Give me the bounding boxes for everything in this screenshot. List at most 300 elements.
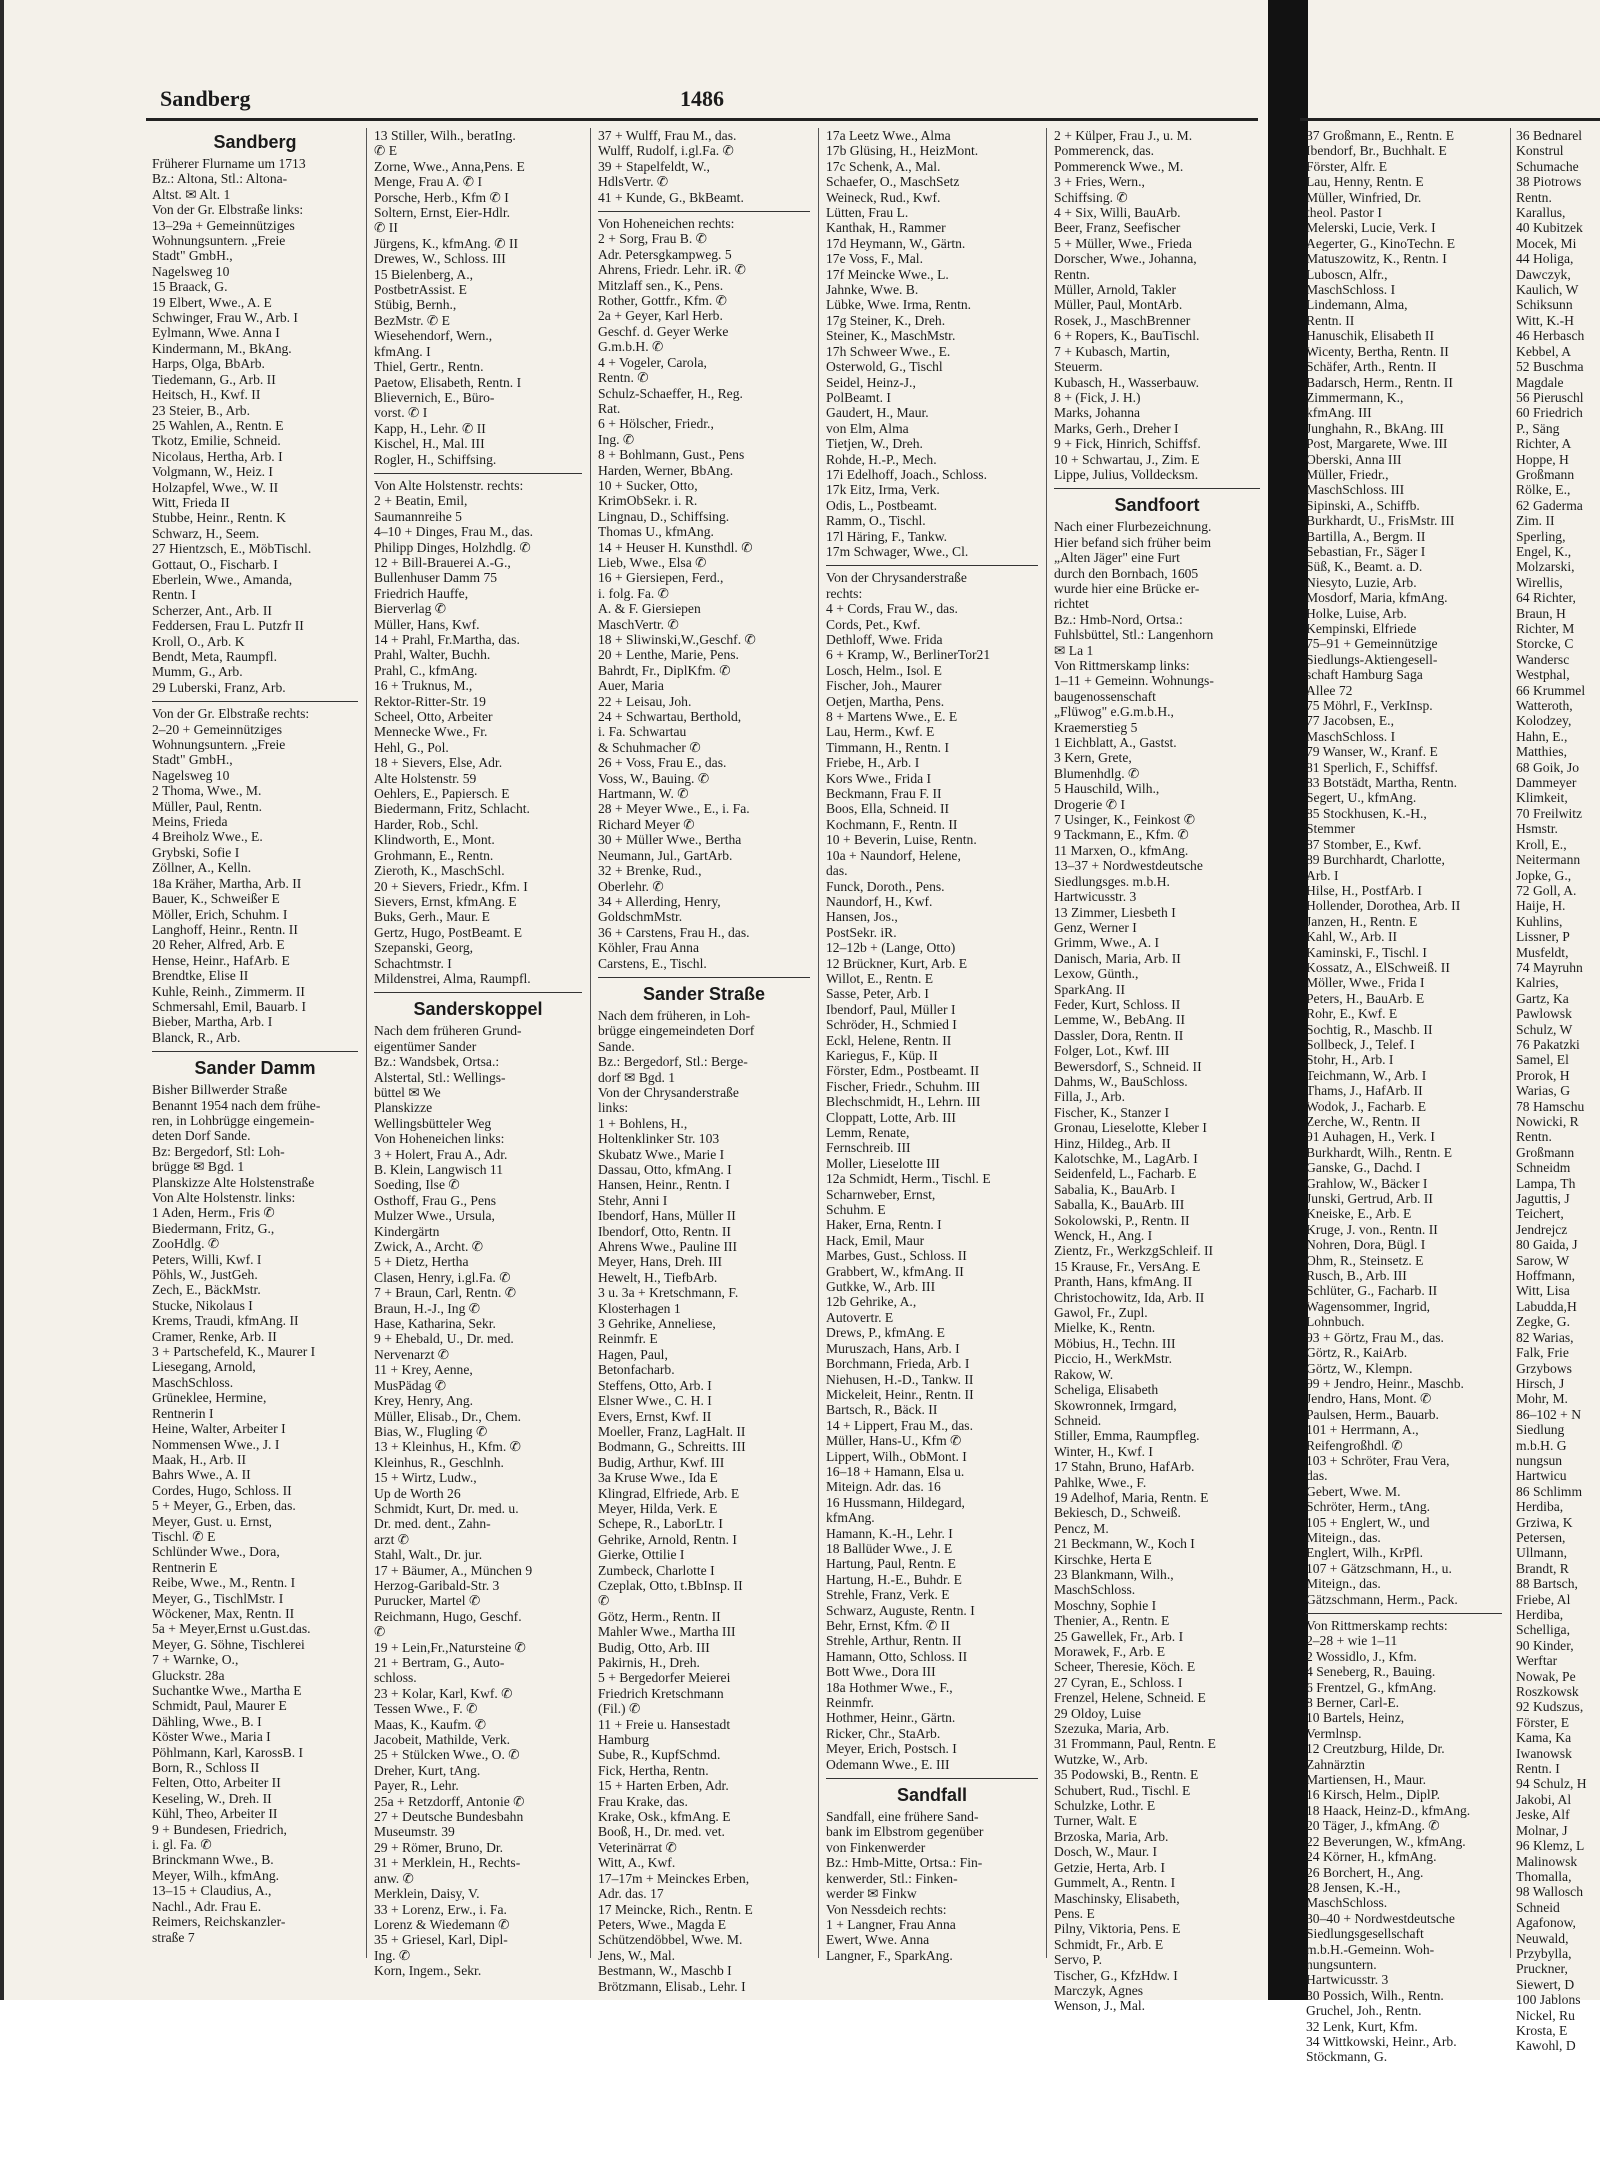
directory-line: Kors Wwe., Frida I: [826, 770, 932, 786]
directory-line: Kraemerstieg 5: [1054, 719, 1138, 735]
directory-line: Iwanowsk: [1516, 1745, 1572, 1761]
directory-line: Wutzke, W., Arb.: [1054, 1751, 1148, 1767]
directory-line: Neuwald,: [1516, 1930, 1569, 1946]
directory-line: Stöckmann, G.: [1306, 2049, 1388, 2065]
directory-line: Haije, H.: [1516, 898, 1566, 914]
directory-line: Mitzlaff sen., K., Pens.: [598, 277, 724, 293]
directory-line: Klimkeit,: [1516, 790, 1568, 806]
directory-line: Steffens, Otto, Arb. I: [598, 1377, 712, 1393]
directory-line: Harps, Olga, BbArb.: [152, 356, 265, 372]
column-divider: [1510, 128, 1511, 1958]
directory-line: deten Dorf Sande.: [152, 1128, 251, 1144]
directory-line: 17 Stahn, Bruno, HafArb.: [1054, 1459, 1195, 1475]
directory-line: 14 + Lippert, Frau M., das.: [826, 1417, 973, 1433]
directory-line: Scheliga, Elisabeth: [1054, 1382, 1159, 1398]
directory-line: Fernschreib. III: [826, 1140, 911, 1156]
directory-line: 25a + Retzdorff, Antonie ✆: [374, 1793, 525, 1809]
directory-line: Wirellis,: [1516, 574, 1563, 590]
directory-line: Grimm, Wwe., A. I: [1054, 935, 1160, 951]
directory-line: Kirschke, Herta E: [1054, 1551, 1152, 1567]
directory-line: Evers, Ernst, Kwf. II: [598, 1408, 712, 1424]
directory-line: links:: [598, 1100, 629, 1116]
directory-line: 3 Kern, Grete,: [1054, 750, 1132, 766]
directory-line: Konstrul: [1516, 143, 1564, 159]
directory-line: Planskizze: [374, 1100, 433, 1116]
directory-line: Rohde, H.-P., Mech.: [826, 451, 937, 467]
directory-line: Felten, Otto, Arbeiter II: [152, 1775, 281, 1791]
directory-line: Jens, W., Mal.: [598, 1947, 676, 1963]
directory-line: Winter, H., Kwf. I: [1054, 1443, 1153, 1459]
directory-line: Autovertr. E: [826, 1309, 894, 1325]
directory-line: 9 Tackmann, E., Kfm. ✆: [1054, 827, 1189, 843]
directory-line: Jendrejcz: [1516, 1221, 1568, 1237]
directory-line: 16 + Giersiepen, Ferd.,: [598, 570, 724, 586]
directory-line: Losch, Helm., Isol. E: [826, 662, 942, 678]
directory-line: Teichmann, W., Arb. I: [1306, 1067, 1427, 1083]
directory-line: Von der Chrysanderstraße: [826, 570, 967, 586]
directory-line: straße 7: [152, 1929, 195, 1945]
directory-line: Gruchel, Joh., Rentn.: [1306, 2003, 1422, 2019]
directory-line: Herdiba,: [1516, 1607, 1564, 1622]
directory-line: Lippert, Wilh., ObMont. I: [826, 1448, 967, 1464]
directory-line: Dahms, W., BauSchloss.: [1054, 1073, 1188, 1089]
directory-line: 17b Glüsing, H., HeizMont.: [826, 143, 979, 159]
directory-line: ZooHdlg. ✆: [152, 1236, 220, 1252]
directory-line: Servo, P.: [1054, 1952, 1102, 1968]
directory-line: 19 Adelhof, Maria, Rentn. E: [1054, 1489, 1209, 1505]
directory-line: 17h Schweer Wwe., E.: [826, 343, 951, 359]
directory-line: Jopke, G.,: [1516, 867, 1572, 883]
directory-line: 7 + Kubasch, Martin,: [1054, 343, 1171, 359]
directory-line: Siedlungsges. m.b.H.: [1054, 873, 1170, 889]
directory-line: kfmAng. I: [374, 343, 431, 359]
directory-line: i. folg. Fa. ✆: [598, 585, 670, 601]
directory-line: Pöhlmann, Karl, KarossB. I: [152, 1744, 304, 1760]
directory-line: Müller, Elisab., Dr., Chem.: [374, 1408, 522, 1424]
directory-line: Muruszach, Hans, Arb. I: [826, 1340, 960, 1356]
directory-line: Prahl, C., kfmAng.: [374, 662, 478, 678]
directory-line: Jacobeit, Mathilde, Verk.: [374, 1732, 511, 1748]
directory-line: Kneiske, E., Arb. E: [1306, 1206, 1412, 1222]
directory-line: Kapp, H., Lehr. ✆ II: [374, 420, 486, 436]
directory-line: Saballa, K., BauArb. III: [1054, 1197, 1185, 1213]
directory-line: Jendro, Hans, Mont. ✆: [1306, 1391, 1432, 1407]
directory-line: Post, Margarete, Wwe. III: [1306, 436, 1448, 452]
directory-line: Meins, Frieda: [152, 814, 228, 830]
directory-line: 29 + Römer, Bruno, Dr.: [374, 1839, 504, 1855]
directory-line: 8 + (Fick, J. H.): [1054, 389, 1141, 405]
directory-line: Ganske, G., Dachd. I: [1306, 1160, 1421, 1176]
directory-line: Gottaut, O., Fischarb. I: [152, 556, 278, 572]
directory-line: 13 + Kleinhus, H., Kfm. ✆: [374, 1439, 522, 1455]
directory-line: Burkhardt, U., FrisMstr. III: [1306, 513, 1455, 529]
directory-line: Brinckmann Wwe., B.: [152, 1852, 274, 1868]
directory-line: Osthoff, Frau G., Pens: [374, 1192, 497, 1208]
directory-line: 3 u. 3a + Kretschmann, F.: [598, 1285, 739, 1301]
directory-line: Förster, Edm., Postbeamt. II: [826, 1063, 980, 1079]
directory-line: Ibendorf, Hans, Müller II: [598, 1208, 736, 1224]
directory-line: 3 Gehrike, Anneliese,: [598, 1316, 716, 1332]
street-heading: Sandfoort: [1114, 495, 1200, 516]
directory-line: Museumstr. 39: [374, 1824, 455, 1840]
directory-line: Großmann: [1516, 1144, 1575, 1160]
directory-line: Richter, A: [1516, 436, 1572, 452]
directory-line: Szezuka, Maria, Arb.: [1054, 1721, 1170, 1737]
directory-line: Alstertal, Stl.: Wellings-: [374, 1069, 506, 1085]
directory-line: A. & F. Giersiepen: [598, 601, 701, 617]
directory-line: 5 + Meyer, G., Erben, das.: [152, 1498, 296, 1514]
directory-line: Lohnbuch.: [1306, 1314, 1365, 1330]
directory-line: 40 Kubitzek: [1516, 220, 1583, 236]
directory-line: Gebert, Wwe. M.: [1306, 1483, 1401, 1499]
directory-line: Soltern, Ernst, Eier-Hdlr.: [374, 205, 511, 221]
directory-line: Rentn.: [1516, 1129, 1552, 1145]
directory-line: Zim. II: [1516, 513, 1555, 529]
directory-line: Auer, Maria: [598, 678, 664, 694]
header-rule-right: [1300, 118, 1600, 121]
directory-line: durch den Bornbach, 1605: [1054, 565, 1199, 581]
directory-line: Schuhm. E: [826, 1202, 886, 1218]
directory-line: Cramer, Renke, Arb. II: [152, 1328, 277, 1344]
directory-line: Bekiesch, D., Schweiß.: [1054, 1505, 1181, 1521]
directory-line: Planskizze Alte Holstenstraße: [152, 1174, 315, 1190]
directory-line: Harder, Rob., Schl.: [374, 816, 479, 832]
directory-line: Rölke, E.,: [1516, 482, 1571, 498]
directory-line: 17e Voss, F., Mal.: [826, 251, 923, 267]
directory-line: Meyer, G., TischlMstr. I: [152, 1590, 284, 1606]
directory-line: Przybylla,: [1516, 1945, 1572, 1961]
header-rule: [146, 118, 1258, 121]
directory-line: Kühl, Theo, Arbeiter II: [152, 1806, 278, 1822]
directory-line: Borchmann, Frieda, Arb. I: [826, 1356, 970, 1372]
directory-line: 64 Richter,: [1516, 590, 1576, 606]
directory-line: Seidel, Heinz-J.,: [826, 374, 916, 390]
directory-line: 34 + Allerding, Henry,: [598, 893, 721, 909]
directory-line: Schaefer, O., MaschSetz: [826, 174, 960, 190]
directory-line: 12 Creutzburg, Hilde, Dr.: [1306, 1741, 1445, 1757]
directory-line: Frau Krake, das.: [598, 1793, 688, 1809]
directory-line: brügge ✉ Bgd. 1: [152, 1159, 245, 1175]
directory-line: 4 + Vogeler, Carola,: [598, 354, 707, 370]
directory-line: 10a + Naundorf, Helene,: [826, 847, 961, 863]
directory-line: Kawohl, D: [1516, 2038, 1576, 2054]
directory-line: Schmidt, Fr., Arb. E: [1054, 1936, 1164, 1952]
directory-line: Müller, Friedr.,: [1306, 466, 1389, 482]
directory-line: 81 Sperlich, F., Schiffsf.: [1306, 759, 1438, 775]
directory-line: Strehle, Arthur, Rentn. II: [826, 1633, 962, 1649]
directory-line: Roszkowsk: [1516, 1684, 1579, 1700]
directory-line: HdlsVertr. ✆: [598, 174, 669, 190]
directory-line: Klosterhagen 1: [598, 1300, 681, 1316]
directory-column-7: [1516, 128, 1600, 2054]
directory-line: Reimers, Reichskanzler-: [152, 1914, 286, 1930]
directory-line: Odis, L., Postbeamt.: [826, 497, 938, 513]
directory-line: Geschf. d. Geyer Werke: [598, 323, 729, 339]
directory-line: ✆ II: [374, 220, 398, 236]
directory-line: 5 + Bergedorfer Meierei: [598, 1670, 731, 1686]
directory-line: 66 Krummel: [1516, 682, 1586, 698]
directory-line: Müller, Arnold, Takler: [1054, 282, 1177, 298]
directory-line: Betonfacharb.: [598, 1362, 675, 1378]
directory-line: Oehlers, E., Papiersch. E: [374, 786, 510, 802]
directory-line: Schlüter, G., Facharb. II: [1306, 1283, 1438, 1299]
directory-line: Kalries,: [1516, 975, 1559, 991]
street-heading: Sander Straße: [642, 983, 766, 1004]
directory-line: Steiner, K., MaschMstr.: [826, 328, 956, 344]
directory-line: Peters, H., BauArb. E: [1306, 990, 1425, 1006]
directory-line: Bodmann, G., Schreitts. III: [598, 1439, 746, 1455]
directory-line: 17m Schwager, Wwe., Cl.: [826, 543, 969, 559]
directory-line: Stübig, Bernh.,: [374, 297, 457, 313]
directory-line: Siedlung: [1516, 1422, 1565, 1438]
directory-line: Buks, Gerh., Maur. E: [374, 909, 490, 925]
directory-line: Grahlow, W., Bäcker I: [1306, 1175, 1428, 1191]
directory-line: 12b Gehrike, A.,: [826, 1294, 917, 1310]
directory-line: 23 + Kolar, Karl, Kwf. ✆: [374, 1685, 513, 1701]
directory-line: Petersen,: [1516, 1529, 1566, 1545]
directory-line: Hartwicusstr. 3: [1054, 889, 1137, 905]
directory-line: Reibe, Wwe., M., Rentn. I: [152, 1575, 296, 1591]
directory-line: Thomalla,: [1516, 1868, 1572, 1884]
directory-line: von Finkenwerder: [826, 1839, 926, 1855]
directory-line: 1 Aden, Herm., Fris ✆: [152, 1205, 275, 1221]
directory-line: Paulsen, Herm., Bauarb.: [1306, 1406, 1439, 1422]
directory-line: 107 + Gätzschmann, H., u.: [1306, 1560, 1452, 1576]
directory-line: Kaulich, W: [1516, 282, 1579, 298]
directory-line: Genz, Werner I: [1054, 919, 1137, 935]
directory-line: Naundorf, H., Kwf.: [826, 893, 933, 909]
directory-line: 18a Hothmer Wwe., F.,: [826, 1679, 953, 1695]
directory-line: 16 + Truknus, M.,: [374, 678, 473, 694]
directory-line: Wandersc: [1516, 651, 1570, 667]
directory-line: m.b.H.-Gemeinn. Woh-: [1306, 1941, 1435, 1957]
directory-line: Sandfall, eine frühere Sand-: [826, 1809, 979, 1825]
directory-line: Götz, Herm., Rentn. II: [598, 1608, 721, 1624]
directory-line: Bz.: Hmb-Nord, Ortsa.:: [1054, 611, 1183, 627]
directory-line: Rektor-Ritter-Str. 19: [374, 693, 486, 709]
directory-line: 91 Auhagen, H., Verk. I: [1306, 1129, 1435, 1145]
directory-line: 31 + Merklein, H., Rechts-: [374, 1855, 521, 1871]
directory-line: Zerche, W., Rentn. II: [1306, 1114, 1421, 1129]
directory-line: Kindergärtn: [374, 1223, 440, 1239]
directory-line: Hehl, G., Pol.: [374, 739, 449, 755]
directory-line: Stahl, Walt., Dr. jur.: [374, 1547, 483, 1563]
directory-line: Scheer, Theresie, Köch. E: [1054, 1659, 1196, 1675]
directory-line: Kroll, O., Arb. K: [152, 633, 245, 649]
directory-line: Förster, E: [1516, 1714, 1570, 1730]
directory-line: Segert, U., kfmAng.: [1306, 790, 1417, 806]
directory-line: Feder, Kurt, Schloss. II: [1054, 996, 1181, 1012]
directory-line: Reifengroßhdl. ✆: [1306, 1437, 1403, 1453]
directory-line: Schulz-Schaeffer, H., Reg.: [598, 385, 743, 401]
directory-line: Mielke, K., Rentn.: [1054, 1320, 1156, 1336]
directory-line: 4 Breiholz Wwe., E.: [152, 829, 263, 845]
directory-line: Skowronnek, Irmgard,: [1054, 1397, 1177, 1413]
street-heading: Sanderskoppel: [413, 999, 543, 1020]
directory-line: Westphal,: [1516, 667, 1570, 683]
directory-line: kfmAng.: [826, 1510, 875, 1526]
directory-line: Carstens, E., Tischl.: [598, 955, 707, 971]
directory-line: Paetow, Elisabeth, Rentn. I: [374, 374, 522, 390]
directory-line: Moller, Lieselotte III: [826, 1155, 940, 1171]
directory-line: Gaudert, H., Maur.: [826, 405, 929, 421]
directory-line: 15 Bielenberg, A.,: [374, 266, 474, 282]
directory-line: 37 Großmann, E., Rentn. E: [1306, 128, 1454, 143]
directory-line: Zieroth, K., MaschSchl.: [374, 863, 505, 879]
directory-line: Hoffmann,: [1516, 1268, 1576, 1284]
directory-line: Bz.: Bergedorf, Stl.: Berge-: [598, 1054, 748, 1070]
directory-line: Niehusen, H.-D., Tankw. II: [826, 1371, 974, 1387]
directory-line: 93 + Görtz, Frau M., das.: [1306, 1329, 1444, 1345]
directory-line: 12 Brückner, Kurt, Arb. E: [826, 955, 968, 971]
directory-line: Eckl, Helene, Rentn. II: [826, 1032, 952, 1048]
directory-line: Schepe, R., LaborLtr. I: [598, 1516, 723, 1532]
directory-line: theol. Pastor I: [1306, 205, 1382, 221]
directory-line: Maschinsky, Elisabeth,: [1054, 1890, 1180, 1906]
directory-line: Zumbeck, Charlotte I: [598, 1562, 715, 1578]
directory-line: 22 + Leisau, Joh.: [598, 693, 692, 709]
directory-line: Kariegus, F., Küp. II: [826, 1047, 938, 1063]
directory-line: Haker, Erna, Rentn. I: [826, 1217, 942, 1233]
directory-line: 25 Gawellek, Fr., Arb. I: [1054, 1628, 1184, 1644]
directory-line: 6 Frentzel, G., kfmAng.: [1306, 1679, 1437, 1695]
directory-line: MaschSchloss.: [1054, 1582, 1136, 1598]
directory-line: Von Hoheneichen links:: [374, 1131, 505, 1147]
directory-line: Purucker, Martel ✆: [374, 1593, 481, 1609]
directory-line: Sochtig, R., Maschb. II: [1306, 1021, 1433, 1037]
directory-line: Strehle, Franz, Verk. E: [826, 1587, 950, 1603]
directory-line: Zech, E., BäckMstr.: [152, 1282, 261, 1298]
directory-line: 103 + Schröter, Frau Vera,: [1306, 1452, 1450, 1468]
directory-line: wurde hier eine Brücke er-: [1054, 580, 1200, 596]
directory-line: Prorok, H: [1516, 1067, 1570, 1083]
directory-line: Budig, Arthur, Kwf. III: [598, 1454, 725, 1470]
directory-line: Schubert, Rud., Tischl. E: [1054, 1782, 1191, 1798]
directory-line: Lemm, Renate,: [826, 1125, 910, 1140]
directory-line: Lübke, Wwe. Irma, Rentn.: [826, 297, 972, 313]
directory-line: Pommerenck, das.: [1054, 143, 1155, 159]
directory-line: Bullenhuser Damm 75: [374, 570, 498, 586]
directory-line: i. Fa. Schwartau: [598, 724, 687, 740]
directory-line: Stemmer: [1306, 821, 1356, 837]
directory-line: Engel, K.,: [1516, 543, 1572, 559]
directory-line: bank im Elbstrom gegenüber: [826, 1824, 984, 1840]
directory-line: Müller, Hans, Kwf.: [374, 616, 480, 632]
directory-line: Jaguttis, J: [1516, 1191, 1570, 1207]
directory-line: Sollbeck, J., Telef. I: [1306, 1036, 1415, 1052]
directory-line: Prahl, Walter, Buchh.: [374, 647, 491, 663]
directory-line: Filla, J., Arb.: [1054, 1089, 1125, 1105]
directory-line: Friebe, Al: [1516, 1591, 1571, 1607]
directory-line: Bewersdorf, S., Schneid. II: [1054, 1058, 1202, 1074]
directory-line: 8 + Bohlmann, Gust., Pens: [598, 447, 745, 463]
directory-line: Allee 72: [1306, 682, 1353, 698]
directory-line: Witt, Lisa: [1516, 1283, 1570, 1299]
directory-line: 17–17m + Meinckes Erben,: [598, 1870, 750, 1886]
directory-line: 86 Schlimm: [1516, 1483, 1583, 1499]
directory-line: Nachl., Adr. Frau E.: [152, 1898, 262, 1914]
directory-line: das.: [826, 863, 848, 879]
directory-line: Ewert, Wwe. Anna: [826, 1932, 930, 1948]
directory-line: Blievernich, E., Büro-: [374, 389, 495, 405]
directory-line: 90 Kinder,: [1516, 1637, 1574, 1653]
directory-line: Blechschmidt, H., Lehrn. III: [826, 1094, 981, 1110]
directory-line: 23 Steier, B., Arb.: [152, 402, 251, 418]
directory-line: Hewelt, H., TiefbArb.: [598, 1269, 718, 1285]
directory-line: Thams, J., HafArb. II: [1306, 1083, 1423, 1099]
directory-line: Schiksunn: [1516, 297, 1573, 313]
directory-line: Ing. ✆: [374, 1947, 411, 1963]
directory-line: Funck, Doroth., Pens.: [826, 878, 945, 894]
directory-line: Kahl, W., Arb. II: [1306, 929, 1397, 945]
directory-line: Müller, Paul, MontArb.: [1054, 297, 1183, 313]
directory-line: Dawczyk,: [1516, 266, 1571, 282]
directory-line: Schneidm: [1516, 1160, 1571, 1176]
directory-line: 10 + Schwartau, J., Zim. E: [1054, 451, 1200, 467]
directory-line: Marks, Gerh., Dreher I: [1054, 420, 1179, 436]
directory-line: Bott Wwe., Dora III: [826, 1664, 936, 1680]
directory-line: Schwarz, Auguste, Rentn. I: [826, 1602, 975, 1618]
directory-line: Zimmermann, K.,: [1306, 389, 1404, 405]
directory-line: Sebastian, Fr., Säger I: [1306, 543, 1426, 559]
directory-line: 83 Botstädt, Martha, Rentn.: [1306, 775, 1458, 791]
directory-line: Neitermann: [1516, 852, 1581, 868]
directory-line: Zientz, Fr., WerkzgSchleif. II: [1054, 1243, 1214, 1259]
directory-line: Görtz, W., Klempn.: [1306, 1360, 1413, 1376]
directory-line: 5 Hauschild, Wilh.,: [1054, 781, 1160, 797]
directory-line: von Elm, Alma: [826, 420, 909, 436]
directory-line: Richard Meyer ✆: [598, 816, 695, 832]
directory-line: Hartmann, W. ✆: [598, 786, 689, 802]
directory-line: 70 Freilwitz: [1516, 805, 1583, 821]
directory-line: 19 + Lein,Fr.,Natursteine ✆: [374, 1639, 526, 1655]
directory-line: 27 Cyran, E., Schloss. I: [1054, 1674, 1183, 1690]
directory-line: Rentn. I: [1516, 1761, 1560, 1777]
directory-line: Marks, Johanna: [1054, 405, 1141, 421]
directory-line: SparkAng. II: [1054, 981, 1125, 997]
directory-line: MaschSchloss.: [152, 1374, 234, 1390]
directory-line: 82 Warias,: [1516, 1329, 1574, 1345]
directory-line: 2a + Geyer, Karl Herb.: [598, 308, 723, 324]
directory-line: Rentn. I: [152, 587, 196, 603]
directory-line: 72 Goll, A.: [1516, 882, 1577, 898]
directory-line: 20 + Lenthe, Marie, Pens.: [598, 647, 739, 663]
directory-line: 8 Berner, Carl-E.: [1306, 1695, 1400, 1711]
directory-line: 1–11 + Gemeinn. Wohnungs-: [1054, 673, 1214, 689]
directory-line: Früherer Flurname um 1713: [152, 156, 306, 171]
directory-line: Kanthak, H., Rammer: [826, 220, 946, 236]
directory-line: Bierverlag ✆: [374, 601, 447, 617]
directory-line: Payer, R., Lehr.: [374, 1778, 459, 1794]
directory-line: Nicolaus, Hertha, Arb. I: [152, 448, 283, 464]
directory-line: Schiffsing. ✆: [1054, 189, 1128, 205]
directory-line: Sabalia, K., BauArb. I: [1054, 1181, 1176, 1197]
directory-line: Suchantke Wwe., Martha E: [152, 1683, 302, 1698]
directory-line: Friedrich Hauffe,: [374, 585, 469, 601]
directory-line: 10 Bartels, Heinz,: [1306, 1710, 1405, 1726]
directory-line: Wiesehendorf, Wern.,: [374, 328, 493, 344]
directory-line: Schröder, H., Schmied I: [826, 1017, 957, 1033]
directory-line: Szepanski, Georg,: [374, 940, 474, 956]
directory-line: Bestmann, W., Maschb I: [598, 1963, 732, 1979]
directory-line: 29 Oldoy, Luise: [1054, 1705, 1142, 1721]
directory-line: Ramm, O., Tischl.: [826, 513, 926, 529]
directory-line: 30 Possich, Wilh., Rentn.: [1306, 1987, 1444, 2003]
directory-line: 33 + Lorenz, Erw., i. Fa.: [374, 1901, 507, 1917]
directory-line: Nach dem früheren, in Loh-: [598, 1007, 751, 1023]
directory-line: 60 Friedrich: [1516, 405, 1583, 421]
directory-line: 98 Wallosch: [1516, 1884, 1583, 1900]
